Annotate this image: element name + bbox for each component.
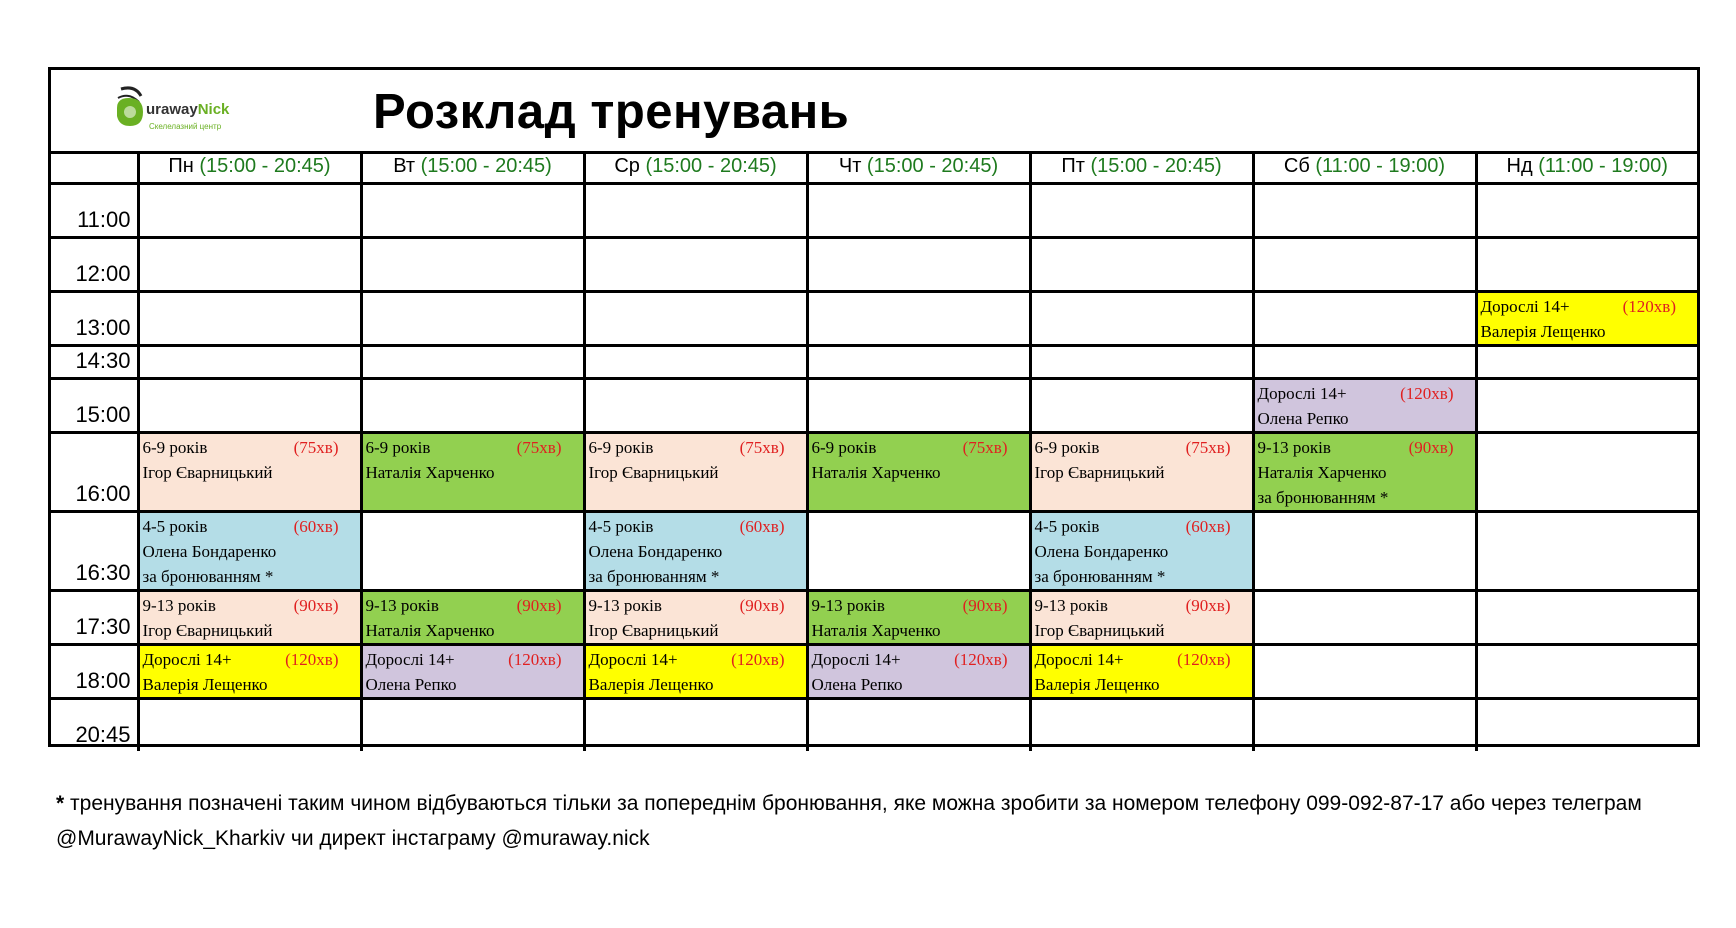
session-duration: (120хв) <box>1177 649 1231 669</box>
empty-slot <box>361 291 584 345</box>
day-hours: (11:00 - 19:00) <box>1315 154 1446 177</box>
empty-slot <box>1253 237 1476 291</box>
day-header-4 <box>807 151 1030 183</box>
session-cell <box>361 432 584 511</box>
session-duration: (90хв) <box>293 595 339 615</box>
empty-slot <box>807 237 1030 291</box>
session-group: Дорослі 14+ <box>1257 383 1347 403</box>
session-duration: (90хв) <box>1408 437 1454 457</box>
session-duration: (120хв) <box>1622 296 1676 316</box>
day-header-2 <box>361 151 584 183</box>
day-hours: (15:00 - 20:45) <box>199 154 331 177</box>
day-name: Нд <box>1506 154 1533 177</box>
time-label: 12:00 <box>51 237 138 291</box>
day-hours: (15:00 - 20:45) <box>645 154 777 177</box>
session-line <box>1035 514 1249 539</box>
session-group: 4-5 років <box>1034 516 1100 536</box>
session-duration: (120хв) <box>731 649 785 669</box>
session-booking-note: за бронюванням * <box>1034 566 1166 586</box>
session-line <box>812 647 1026 672</box>
session-cell <box>1476 291 1697 345</box>
empty-slot <box>584 378 807 432</box>
empty-slot <box>1476 644 1697 698</box>
empty-slot <box>1253 345 1476 378</box>
session-duration: (120хв) <box>954 649 1008 669</box>
time-label: 16:00 <box>51 432 138 511</box>
day-header-5 <box>1030 151 1253 183</box>
empty-slot <box>361 345 584 378</box>
empty-slot <box>1253 511 1476 590</box>
session-coach: Ігор Єварницький <box>588 620 719 640</box>
session-coach: Олена Бондаренко <box>142 541 277 561</box>
day-header-3 <box>584 151 807 183</box>
booking-footnote <box>56 786 1706 856</box>
session-duration: (90хв) <box>739 595 785 615</box>
time-row <box>51 432 1697 511</box>
session-group: Дорослі 14+ <box>1034 649 1124 669</box>
empty-slot <box>584 345 807 378</box>
session-line <box>812 435 1026 460</box>
session-coach: Олена Бондаренко <box>588 541 723 561</box>
session-duration: (75хв) <box>1185 437 1231 457</box>
session-group: Дорослі 14+ <box>811 649 901 669</box>
session-duration: (75хв) <box>962 437 1008 457</box>
session-line <box>589 647 803 672</box>
footnote-text: тренування позначені таким чином відбуваються тільки за попереднім бронювання, яке можна зробити за номером телефону 099-092-87-17 або через телеграм @MurawayNick_Kharkiv чи директ інстаграму @muraway.nick <box>56 792 1642 850</box>
session-duration: (75хв) <box>293 437 339 457</box>
session-cell <box>138 644 361 698</box>
time-row <box>51 183 1697 237</box>
time-label: 20:45 <box>51 698 138 751</box>
session-group: 9-13 років <box>1257 437 1331 457</box>
time-label: 17:30 <box>51 590 138 644</box>
session-group: Дорослі 14+ <box>142 649 232 669</box>
time-label: 11:00 <box>51 183 138 237</box>
session-group: Дорослі 14+ <box>588 649 678 669</box>
empty-slot <box>807 378 1030 432</box>
session-line <box>812 593 1026 618</box>
session-group: 9-13 років <box>588 595 662 615</box>
session-line <box>366 435 580 460</box>
session-line <box>589 593 803 618</box>
session-coach: Наталія Харченко <box>811 462 941 482</box>
session-cell <box>1253 378 1476 432</box>
empty-slot <box>584 183 807 237</box>
session-line <box>589 514 803 539</box>
empty-slot <box>1476 345 1697 378</box>
empty-slot <box>138 345 361 378</box>
time-row <box>51 698 1697 751</box>
session-group: Дорослі 14+ <box>1480 296 1570 316</box>
session-line <box>1258 381 1472 406</box>
empty-slot <box>361 511 584 590</box>
session-line <box>143 593 357 618</box>
session-group: 9-13 років <box>142 595 216 615</box>
session-cell <box>138 590 361 644</box>
session-line <box>1035 435 1249 460</box>
footnote-asterisk: * <box>56 792 65 815</box>
empty-slot <box>1476 511 1697 590</box>
session-coach: Валерія Лещенко <box>588 674 714 694</box>
session-line <box>589 435 803 460</box>
session-cell <box>807 644 1030 698</box>
time-row <box>51 291 1697 345</box>
empty-slot <box>361 237 584 291</box>
session-cell <box>584 432 807 511</box>
day-name: Пн <box>168 154 194 177</box>
day-name: Пт <box>1061 154 1085 177</box>
day-name: Вт <box>393 154 416 177</box>
empty-slot <box>1253 291 1476 345</box>
session-group: 4-5 років <box>588 516 654 536</box>
session-coach: Ігор Єварницький <box>588 462 719 482</box>
empty-slot <box>138 378 361 432</box>
session-cell <box>807 432 1030 511</box>
session-coach: Олена Репко <box>811 674 903 694</box>
empty-slot <box>1030 378 1253 432</box>
time-label: 14:30 <box>51 345 138 378</box>
empty-slot <box>1476 432 1697 511</box>
session-duration: (75хв) <box>516 437 562 457</box>
session-cell <box>1253 432 1476 511</box>
session-group: 6-9 років <box>588 437 654 457</box>
empty-slot <box>1030 698 1253 751</box>
empty-slot <box>1253 183 1476 237</box>
empty-slot <box>584 291 807 345</box>
session-line <box>1258 435 1472 460</box>
time-row <box>51 590 1697 644</box>
time-label: 18:00 <box>51 644 138 698</box>
session-duration: (90хв) <box>1185 595 1231 615</box>
session-line <box>143 435 357 460</box>
session-cell <box>361 590 584 644</box>
empty-slot <box>1253 644 1476 698</box>
empty-slot <box>138 698 361 751</box>
session-coach: Ігор Єварницький <box>1034 620 1165 640</box>
session-cell <box>1030 511 1253 590</box>
session-cell <box>584 511 807 590</box>
schedule-sheet <box>48 67 1700 747</box>
empty-slot <box>1030 183 1253 237</box>
session-duration: (120хв) <box>1400 383 1454 403</box>
session-coach: Наталія Харченко <box>365 462 495 482</box>
time-row <box>51 378 1697 432</box>
session-coach: Наталія Харченко <box>365 620 495 640</box>
time-row <box>51 345 1697 378</box>
session-coach: Олена Репко <box>1257 408 1349 428</box>
session-group: 9-13 років <box>365 595 439 615</box>
session-duration: (60хв) <box>1185 516 1231 536</box>
session-duration: (60хв) <box>293 516 339 536</box>
session-coach: Наталія Харченко <box>1257 462 1387 482</box>
time-label: 13:00 <box>51 291 138 345</box>
time-label: 16:30 <box>51 511 138 590</box>
session-group: 6-9 років <box>142 437 208 457</box>
empty-slot <box>1030 345 1253 378</box>
empty-slot <box>1030 291 1253 345</box>
day-hours: (11:00 - 19:00) <box>1538 154 1668 177</box>
session-duration: (120хв) <box>508 649 562 669</box>
empty-slot <box>584 237 807 291</box>
empty-slot <box>1476 698 1697 751</box>
session-duration: (75хв) <box>739 437 785 457</box>
schedule-table <box>51 151 1697 751</box>
session-duration: (120хв) <box>285 649 339 669</box>
session-coach: Валерія Лещенко <box>1480 321 1606 341</box>
session-coach: Ігор Єварницький <box>1034 462 1165 482</box>
empty-slot <box>361 378 584 432</box>
empty-slot <box>361 698 584 751</box>
session-line <box>143 514 357 539</box>
empty-slot <box>138 183 361 237</box>
empty-slot <box>1476 237 1697 291</box>
empty-slot <box>1476 378 1697 432</box>
empty-slot <box>807 698 1030 751</box>
session-booking-note: за бронюванням * <box>142 566 274 586</box>
session-line <box>1035 647 1249 672</box>
empty-slot <box>807 345 1030 378</box>
session-group: 6-9 років <box>811 437 877 457</box>
day-name: Ср <box>614 154 640 177</box>
empty-slot <box>138 291 361 345</box>
session-coach: Валерія Лещенко <box>142 674 268 694</box>
session-group: Дорослі 14+ <box>365 649 455 669</box>
session-coach: Валерія Лещенко <box>1034 674 1160 694</box>
session-duration: (90хв) <box>516 595 562 615</box>
session-coach: Наталія Харченко <box>811 620 941 640</box>
day-hours: (15:00 - 20:45) <box>420 154 552 177</box>
session-group: 9-13 років <box>1034 595 1108 615</box>
corner-cell <box>51 151 138 183</box>
session-cell <box>807 590 1030 644</box>
time-label: 15:00 <box>51 378 138 432</box>
session-booking-note: за бронюванням * <box>588 566 720 586</box>
session-booking-note: за бронюванням * <box>1257 487 1389 507</box>
session-duration: (60хв) <box>739 516 785 536</box>
empty-slot <box>1253 698 1476 751</box>
time-row <box>51 644 1697 698</box>
empty-slot <box>807 291 1030 345</box>
session-group: 9-13 років <box>811 595 885 615</box>
session-line <box>1035 593 1249 618</box>
muraway-nick-logo <box>115 86 285 140</box>
session-cell <box>1030 644 1253 698</box>
session-line <box>366 647 580 672</box>
session-line <box>366 593 580 618</box>
day-header-1 <box>138 151 361 183</box>
time-row <box>51 237 1697 291</box>
session-cell <box>1030 590 1253 644</box>
session-cell <box>138 432 361 511</box>
schedule-header <box>51 70 1697 154</box>
empty-slot <box>361 183 584 237</box>
session-group: 4-5 років <box>142 516 208 536</box>
session-cell <box>584 590 807 644</box>
empty-slot <box>1476 183 1697 237</box>
empty-slot <box>1476 590 1697 644</box>
day-name: Сб <box>1283 154 1310 177</box>
day-header-7 <box>1476 151 1697 183</box>
session-coach: Ігор Єварницький <box>142 620 273 640</box>
day-hours: (15:00 - 20:45) <box>1090 154 1222 177</box>
session-coach: Ігор Єварницький <box>142 462 273 482</box>
empty-slot <box>1030 237 1253 291</box>
day-header-6 <box>1253 151 1476 183</box>
empty-slot <box>807 183 1030 237</box>
page-title: Розклад тренувань <box>373 85 850 139</box>
session-cell <box>138 511 361 590</box>
logo-brand-text: urawayNick <box>146 101 230 118</box>
session-cell <box>361 644 584 698</box>
session-line <box>143 647 357 672</box>
time-row <box>51 511 1697 590</box>
session-coach: Олена Бондаренко <box>1034 541 1169 561</box>
empty-slot <box>584 698 807 751</box>
day-header-row <box>51 151 1697 183</box>
day-name: Чт <box>838 154 862 177</box>
session-cell <box>584 644 807 698</box>
session-group: 6-9 років <box>1034 437 1100 457</box>
session-coach: Олена Репко <box>365 674 457 694</box>
session-line <box>1481 294 1695 319</box>
empty-slot <box>807 511 1030 590</box>
empty-slot <box>138 237 361 291</box>
day-hours: (15:00 - 20:45) <box>866 154 999 177</box>
session-group: 6-9 років <box>365 437 431 457</box>
empty-slot <box>1253 590 1476 644</box>
session-cell <box>1030 432 1253 511</box>
logo-subtitle: Скелелазний центр <box>149 122 222 131</box>
session-duration: (90хв) <box>962 595 1008 615</box>
